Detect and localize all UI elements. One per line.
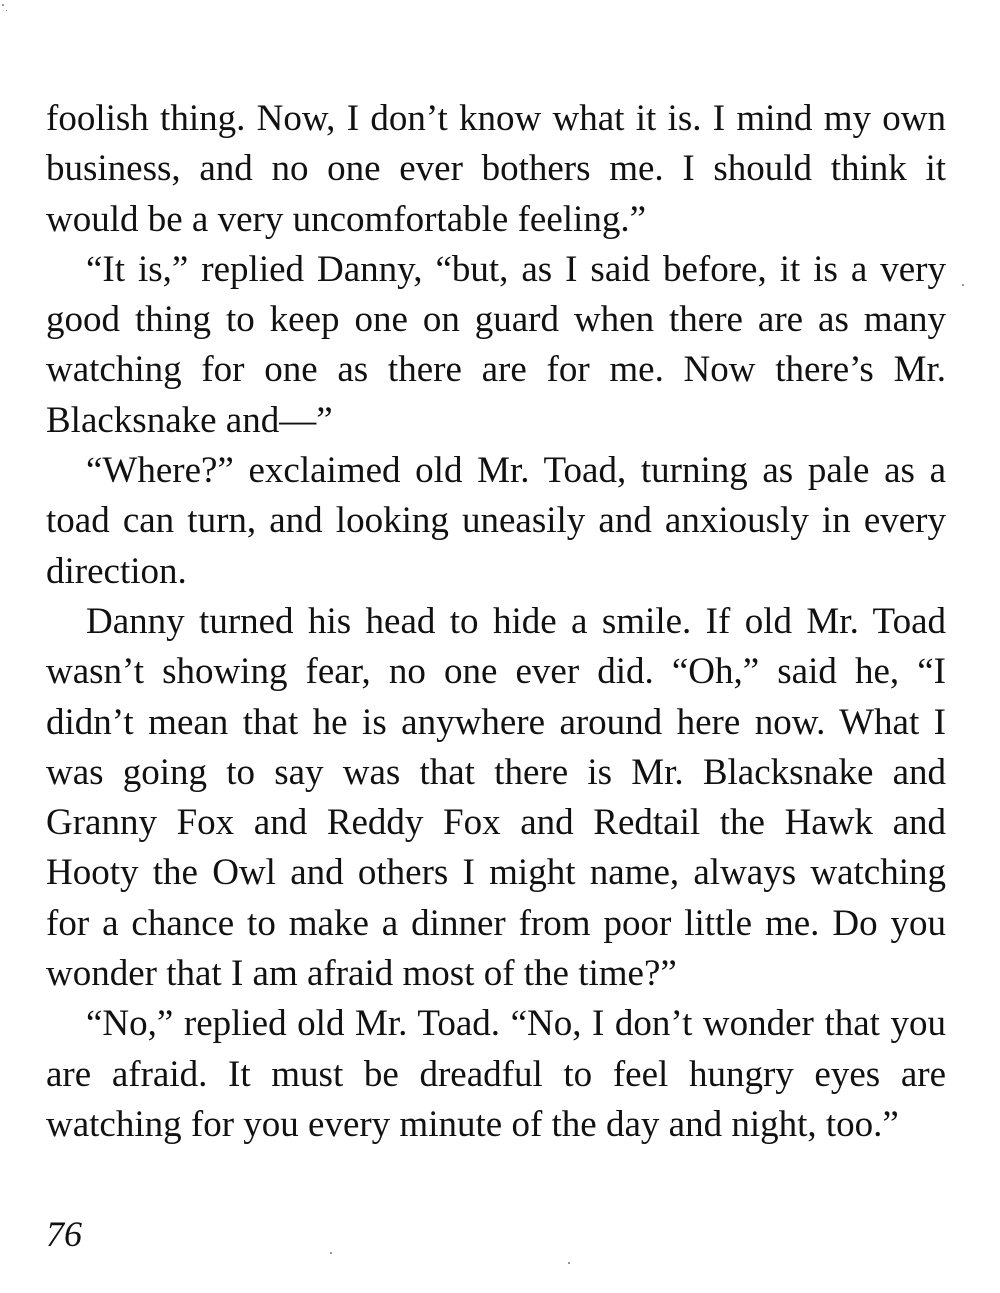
scan-speck xyxy=(330,1252,332,1254)
scan-speck xyxy=(6,10,7,11)
body-text xyxy=(46,94,946,1150)
scan-speck xyxy=(568,1262,570,1264)
page-number: 76 xyxy=(46,1214,82,1254)
scan-speck xyxy=(2,4,4,6)
paragraph-toad-reply: “No,” replied old Mr. Toad. “No, I don’t wonder that you are afraid. It must be dreadful to feel hungry eyes are watching for you every minute of the day and night, too.” xyxy=(46,1003,946,1145)
paragraph-danny-smile: Danny turned his head to hide a smile. If old Mr. Toad wasn’t showing fear, no one ever did. “Oh,” said he, “I didn’t mean that he is anywhere around here now. What I was going to say was that there is Mr. Blacksnake and Granny Fox and Reddy Fox and Redtail the Hawk and Hooty the Owl and others I might name, always watching for a chance to make a dinner from poor little me. Do you wonder that I am afraid most of the time?” xyxy=(46,600,946,995)
scan-speck xyxy=(962,284,964,286)
paragraph-toad-where: “Where?” exclaimed old Mr. Toad, turning as pale as a toad can turn, and looking uneasily and anxiously in every direction. xyxy=(46,450,946,592)
paragraph-continued: foolish thing. Now, I don’t know what it is. I mind my own business, and no one ever bothers me. I should think it would be a very uncomfortable feeling.” xyxy=(46,98,946,240)
paragraph-danny-reply: “It is,” replied Danny, “but, as I said before, it is a very good thing to keep one on guard when there are as many watching for one as there are for me. Now there’s Mr. Blacksnake and—” xyxy=(46,248,946,441)
